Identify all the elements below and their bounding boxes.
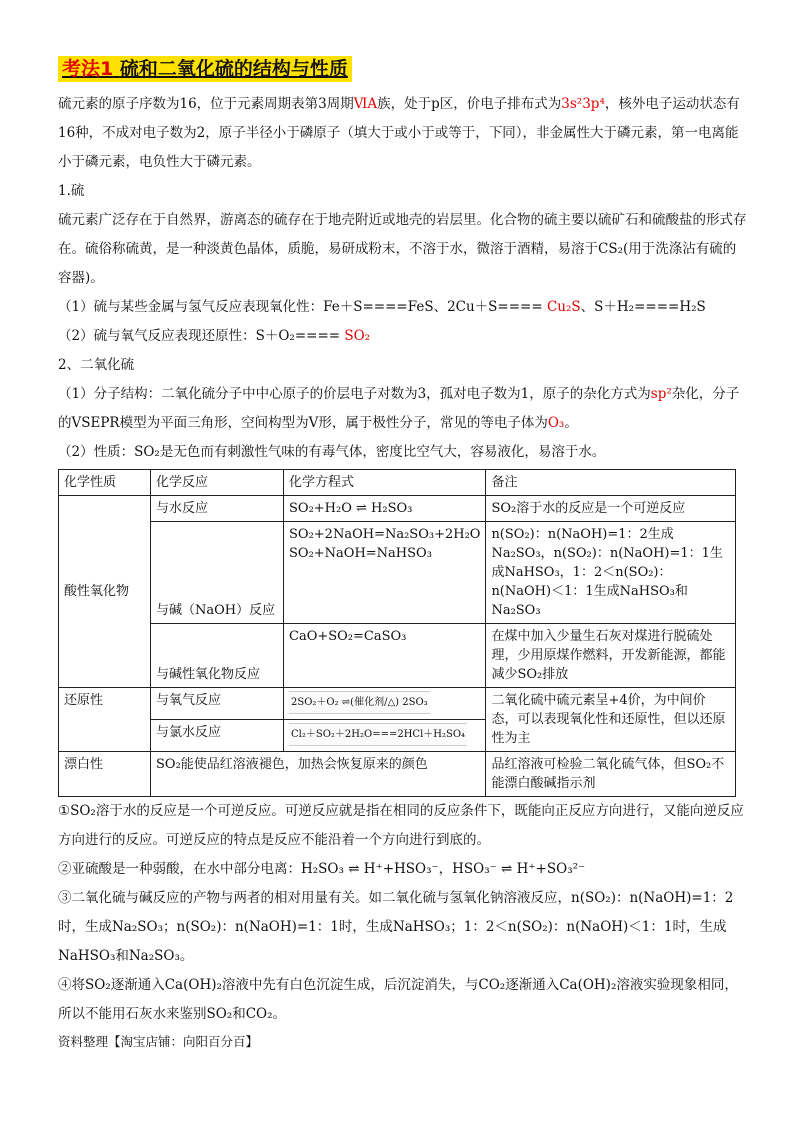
- r1-text-b: 、S＋H₂====H₂S: [580, 299, 706, 315]
- so2-heading: 2、二氧化硫: [58, 357, 135, 373]
- reaction-cell: SO₂能使品红溶液褪色，加热会恢复原来的颜色: [151, 752, 486, 797]
- category-reducing: 还原性: [59, 688, 151, 752]
- r1-text: （1）硫与某些金属与氢气反应表现氧化性：Fe＋S====FeS、2Cu＋S====: [58, 299, 547, 315]
- table-row: [59, 688, 736, 720]
- note-2: ②亚硫酸是一种弱酸，在水中部分电离：H₂SO₃ ⇌ H⁺+HSO₃⁻，HSO₃⁻ ⇌ H⁺+SO₃²⁻: [58, 861, 586, 877]
- reaction-cell: 与水反应: [151, 496, 284, 522]
- note-4: ④将SO₂逐渐通入Ca(OH)₂溶液中先有白色沉淀生成，后沉淀消失，与CO₂逐渐通入Ca(OH)₂溶液实验现象相同，所以不能用石灰水来鉴别SO₂和CO₂。: [58, 977, 738, 1022]
- s1-text-a: （1）分子结构：二氧化硫分子中中心原子的价层电子对数为3，孤对电子数为1，原子的杂化方式为: [58, 386, 651, 402]
- table-row: [59, 522, 736, 624]
- hybrid-answer: sp²: [650, 386, 672, 402]
- reaction-cell: 与碱（NaOH）反应: [151, 522, 284, 624]
- equation-image: [284, 720, 486, 752]
- properties-table: [58, 469, 736, 797]
- equation-o2: 2SO₂＋O₂ ⇌(催化剂/△) 2SO₃: [289, 691, 430, 714]
- r2-answer: SO₂: [344, 328, 371, 344]
- heading-text: 硫和二氧化硫的结构与性质: [119, 58, 348, 80]
- equation-cell: SO₂+H₂O ⇌ H₂SO₃: [284, 496, 486, 522]
- note-cell: 二氧化硫中硫元素呈+4价，为中间价态，可以表现氧化性和还原性，但以还原性为主: [486, 688, 736, 752]
- table-header-row: [59, 470, 736, 496]
- so2-structure: [58, 380, 748, 438]
- heading-lead: 考法1: [62, 58, 114, 80]
- note-cell: 在煤中加入少量生石灰对煤进行脱硫处理，少用原煤作燃料，开发新能源，都能减少SO₂排放: [486, 624, 736, 688]
- table-row: [59, 496, 736, 522]
- equation-image: [284, 688, 486, 720]
- table-header: 化学反应: [151, 470, 284, 496]
- intro-paragraph: [58, 90, 748, 177]
- equation-cell: SO₂+2NaOH=Na₂SO₃+2H₂O SO₂+NaOH=NaHSO₃: [284, 522, 486, 624]
- note-1: ①SO₂溶于水的反应是一个可逆反应。可逆反应就是指在相同的反应条件下，既能向正反应方向进行，又能向逆反应方向进行的反应。可逆反应的特点是反应不能沿着一个方向进行到底的。: [58, 803, 744, 848]
- document-page: [58, 56, 748, 1055]
- table-row: [59, 624, 736, 688]
- table-row: [59, 752, 736, 797]
- intro-text-c: ，核外电子运动状态有16种，不成对电子数为2，原子半径小于磷原子（填大于或小于或等于，下同），非金属性大于磷元素，第一电离能小于磷元素，电负性大于磷元素。: [58, 96, 740, 170]
- group-answer: ⅥA: [353, 96, 378, 112]
- sulfur-text: 硫元素广泛存在于自然界，游离态的硫存在于地壳附近或地壳的岩层里。化合物的硫主要以硫矿石和硫酸盐的形式存在。硫俗称硫黄，是一种淡黄色晶体，质脆，易研成粉末，不溶于水，微溶于酒精，易溶于CS₂(用于洗涤沾有硫的容器)。: [58, 212, 747, 286]
- r2-text: （2）硫与氧气反应表现还原性：S＋O₂====: [58, 328, 345, 344]
- reaction-cell: 与碱性氧化物反应: [151, 624, 284, 688]
- config-answer: 3s²3p⁴: [561, 96, 605, 112]
- equation-cell: CaO+SO₂=CaSO₃: [284, 624, 486, 688]
- table-header: 化学方程式: [284, 470, 486, 496]
- table-header: 备注: [486, 470, 736, 496]
- r1-answer: Cu₂S: [546, 299, 581, 315]
- sulfur-reaction-2: [58, 322, 748, 351]
- footer-credit: 资料整理【淘宝店铺：向阳百分百】: [58, 1034, 259, 1049]
- note-cell: n(SO₂)：n(NaOH)=1：2生成Na₂SO₃，n(SO₂)：n(NaOH)=1：1生成NaHSO₃，1：2＜n(SO₂)：n(NaOH)＜1：1生成NaHSO₃和Na₂SO₃: [486, 522, 736, 624]
- so2-properties: （2）性质：SO₂是无色而有刺激性气味的有毒气体，密度比空气大，容易液化，易溶于水。: [58, 444, 606, 460]
- note-cell: 品红溶液可检验二氧化硫气体，但SO₂不能漂白酸碱指示剂: [486, 752, 736, 797]
- note-3: ③二氧化硫与碱反应的产物与两者的相对用量有关。如二氧化硫与氢氧化钠溶液反应，n(SO₂)：n(NaOH)=1：2时，生成Na₂SO₃；n(SO₂)：n(NaOH)=1：1时，生成NaHSO₃；1：2＜n(SO₂)：n(NaOH)＜1：1时，生成NaHSO₃和Na₂SO₃。: [58, 890, 734, 964]
- intro-text-b: 族，处于p区，价电子排布式为: [377, 96, 562, 112]
- intro-text-a: 硫元素的原子序数为16，位于元素周期表第3周期: [58, 96, 354, 112]
- s1-text-c: 。: [564, 415, 578, 431]
- section-heading: [58, 56, 352, 82]
- sulfur-heading: 1.硫: [58, 183, 85, 199]
- reaction-cell: 与氧气反应: [151, 688, 284, 720]
- isoelectronic-answer: O₃: [547, 415, 565, 431]
- equation-cl2: Cl₂＋SO₂＋2H₂O===2HCl＋H₂SO₄: [289, 723, 467, 746]
- category-bleach: 漂白性: [59, 752, 151, 797]
- sulfur-reaction-1: [58, 293, 748, 322]
- category-acid: 酸性氧化物: [59, 496, 151, 688]
- note-cell: SO₂溶于水的反应是一个可逆反应: [486, 496, 736, 522]
- reaction-cell: 与氯水反应: [151, 720, 284, 752]
- s1-text-b: 杂化，分子的VSEPR模型为平面三角形，空间构型为V形，属于极性分子，常见的等电子体为: [58, 386, 740, 431]
- table-header: 化学性质: [59, 470, 151, 496]
